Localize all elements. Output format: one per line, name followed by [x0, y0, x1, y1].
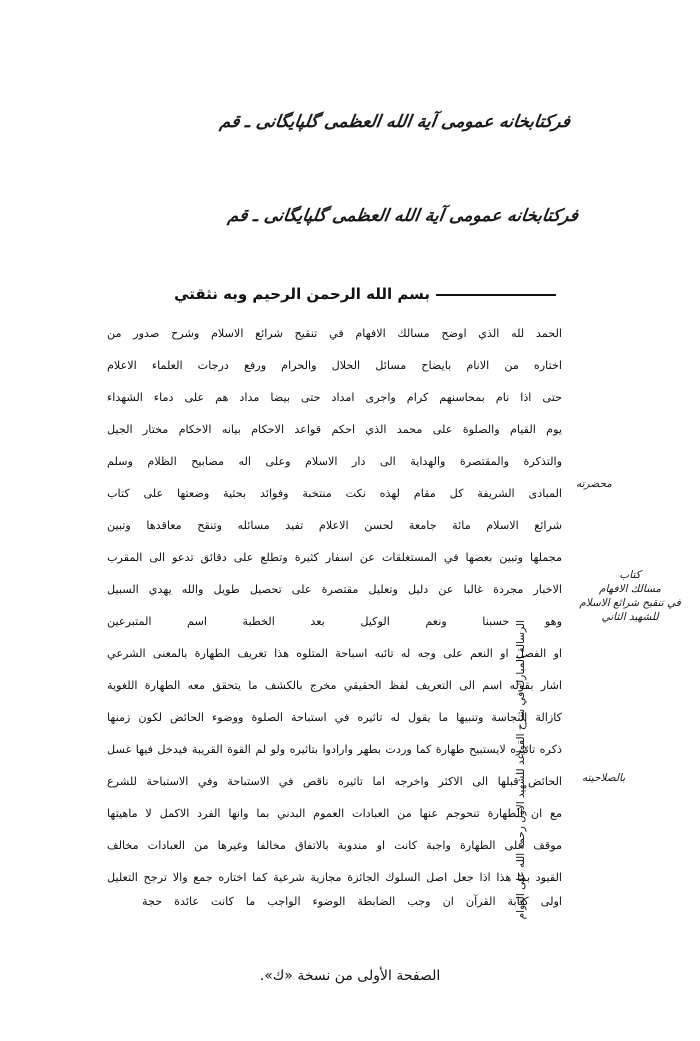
- manuscript-line: القيود بما هذا اذا جعل اصل السلوك الجائزة مجازية شرعية كما اختاره جمع والا ترجح التعليل: [107, 871, 562, 884]
- manuscript-line: الحائض قبلها الى الاكثر واخرجه اما تاثيره ناقص في الاستباحة وفي الاستباحة للشرع: [107, 775, 562, 788]
- manuscript-line: مجملها وتبين بعضها في المستغلقات عن اسفار كثيرة وتطلع على دقائق تدعو الى المقرب: [107, 551, 562, 564]
- library-stamp-second: فرکتابخانه عمومی آیة الله العظمی گلپایگانی ـ قم: [226, 206, 580, 226]
- manuscript-line: والتذكرة والمقتصرة والهداية الى دار الاسلام وعلى اله مصابيح الظلام وسلم: [107, 455, 562, 468]
- margin-note-line: للشهيد الثاني: [601, 611, 659, 623]
- manuscript-line: او الفصل او النعم على وجه له تائبه اسباحة المتلوه هذا تعريف الطهارة بالمعنى الشرعي: [107, 647, 562, 660]
- manuscript-line: موقف على الطهارة واجبة كانت او مندوبة بالاتفاق مخالفا وغيرها من العبادات مخالف: [107, 839, 562, 852]
- manuscript-text-block: [102, 282, 562, 912]
- margin-note-lower: بالصلاحيته: [582, 772, 626, 784]
- manuscript-line: الاخبار مجردة غالبا عن دليل وتعليل مقتصرة على تحصيل طويل والله يهدي السبيل: [107, 583, 562, 596]
- margin-note-vertical-text: الرسالة المبارك في شرح القواعد للشهيد الاول رحمه الله على الدوام: [515, 620, 527, 920]
- basmala-stroke: [436, 294, 556, 296]
- basmala-text: بسم الله الرحمن الرحيم وبه نثقتي: [174, 285, 430, 303]
- margin-note-line: مسالك الافهام: [598, 583, 662, 595]
- manuscript-line: مع ان الطهارة تنحوجم عنها من العبادات العموم البدني بما وانها الفرد الاكمل لا ماهيتها: [107, 807, 562, 820]
- margin-note-line: في تنقيح شرائع الاسلام: [579, 597, 681, 609]
- margin-note-top: محضرته: [576, 478, 612, 490]
- margin-note-line: كتاب: [619, 569, 641, 581]
- manuscript-line: يوم القيام والصلوة على محمد الذي احكم قواعد الاحكام بيانه الاحكام مختار الجيل: [107, 423, 562, 436]
- manuscript-line: اولى كتابة القرآن ان وجب الضابطة الوضوء الواجب ما كانت عائدة حجة: [142, 895, 562, 908]
- manuscript-line: اشار بقوله اسم الى التعريف لفظ الحقيقي مخرج بالكشف ما يتحقق معه الطهارة اللغوية: [107, 679, 562, 692]
- page-caption: الصفحة الأولى من نسخة «ك».: [259, 968, 441, 984]
- basmala-line: [107, 282, 562, 306]
- margin-note-title-block: [574, 568, 686, 624]
- manuscript-line: ذكره تاثيره لايستبيح طهارة كما وردت بطهر وارادوا بتاثيره ولو لم القوة القريبة فيدخل فيها غسل: [107, 743, 562, 756]
- manuscript-line: الحمد لله الذي اوضح مسالك الافهام في تنقيح شرائع الاسلام وشرح صدور من: [107, 327, 562, 340]
- manuscript-line: اختاره من الانام بايضاح مسائل الحلال والحرام ورفع درجات العلماء الاعلام: [107, 359, 562, 372]
- margin-note-vertical: [510, 620, 532, 940]
- manuscript-line: المبادى الشريفة كل مقام لهذه نكت منتخبة وفوائد بحثية وضعتها على كتاب: [107, 487, 562, 500]
- manuscript-line: شرائع الاسلام مائة جامعة لحسن الاعلام تفيد مسائله وتنقح معاقدها وتبين: [107, 519, 562, 532]
- manuscript-line: وهو حسبنا ونعم الوكيل بعد الخطبة اسم المتبرعين: [107, 615, 562, 628]
- library-stamp-top: فرکتابخانه عمومی آیة الله العظمی گلپایگانی ـ قم: [218, 112, 572, 132]
- manuscript-line: كازالة النجاسة وتنبيها ما يقول له تاثيره في استباحة الصلوة ووضوء الحائض لكون زمنها: [107, 711, 562, 724]
- manuscript-line: حتى اذا نام بمحاسنهم كرام واجرى امداد حتى بيضا مداد هم على دماء الشهداء: [107, 391, 562, 404]
